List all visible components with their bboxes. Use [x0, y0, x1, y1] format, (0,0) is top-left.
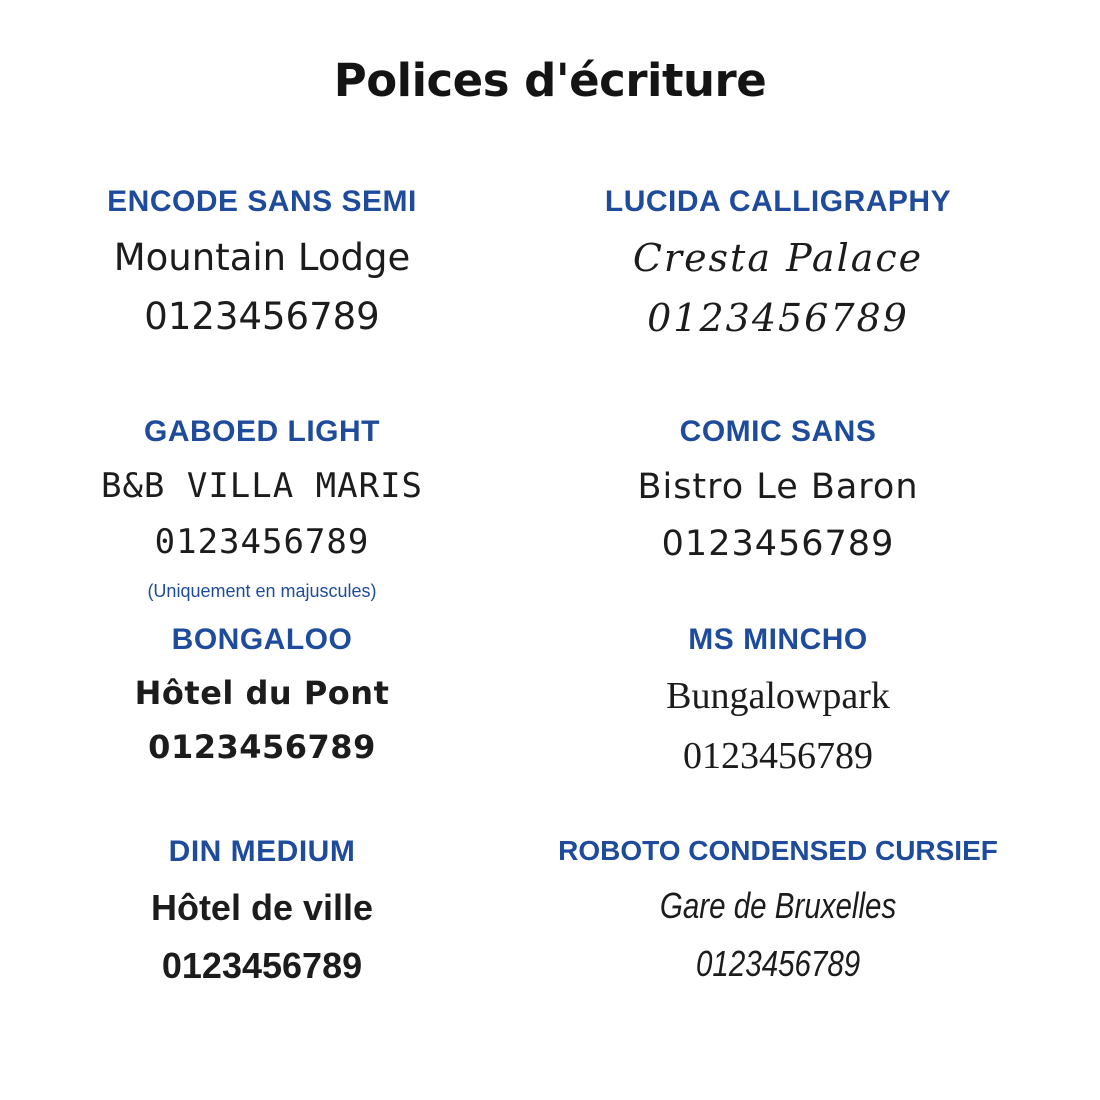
- font-name: GABOED LIGHT: [144, 414, 380, 448]
- font-name: COMIC SANS: [679, 414, 877, 448]
- digits-text: 0123456789: [154, 522, 370, 563]
- sample-text: Gare de Bruxelles: [659, 884, 897, 926]
- font-card-comic-sans: [524, 404, 1032, 612]
- digits-text: 0123456789: [647, 296, 909, 341]
- sample-text: Hôtel de ville: [150, 886, 374, 928]
- digits-text: 0123456789: [148, 728, 376, 767]
- font-grid: [0, 174, 1032, 1020]
- font-card-encode-sans-semi: [0, 174, 524, 404]
- font-card-gaboed-light: [0, 404, 524, 612]
- font-name: DIN MEDIUM: [168, 834, 356, 868]
- font-card-ms-mincho: [524, 612, 1032, 824]
- digits-text: 0123456789: [661, 524, 895, 565]
- digits-text: 0123456789: [144, 295, 380, 339]
- font-card-din-medium: [0, 824, 524, 1020]
- digits-text: 0123456789: [695, 943, 861, 985]
- font-name: BONGALOO: [171, 622, 353, 656]
- digits-text: 0123456789: [161, 945, 363, 987]
- font-name: LUCIDA CALLIGRAPHY: [604, 184, 952, 218]
- font-name: ROBOTO CONDENSED CURSIEF: [558, 834, 998, 866]
- uppercase-only-note: (Uniquement en majuscules): [147, 580, 377, 601]
- sample-text: Bistro Le Baron: [637, 466, 919, 507]
- sample-text: B&B VILLA MARIS: [100, 465, 424, 506]
- font-name: ENCODE SANS SEMI: [107, 184, 417, 218]
- font-card-roboto-condensed-cursief: [524, 824, 1032, 1020]
- sample-text: Cresta Palace: [632, 235, 924, 280]
- digits-text: 0123456789: [683, 735, 873, 778]
- sample-text: Hôtel du Pont: [134, 673, 390, 712]
- page-title: Polices d'écriture: [333, 54, 767, 107]
- sample-text: Mountain Lodge: [113, 235, 411, 279]
- font-card-lucida-calligraphy: [524, 174, 1032, 404]
- sample-text: Bungalowpark: [666, 674, 890, 717]
- font-name: MS MINCHO: [688, 622, 868, 656]
- font-card-bongaloo: [0, 612, 524, 824]
